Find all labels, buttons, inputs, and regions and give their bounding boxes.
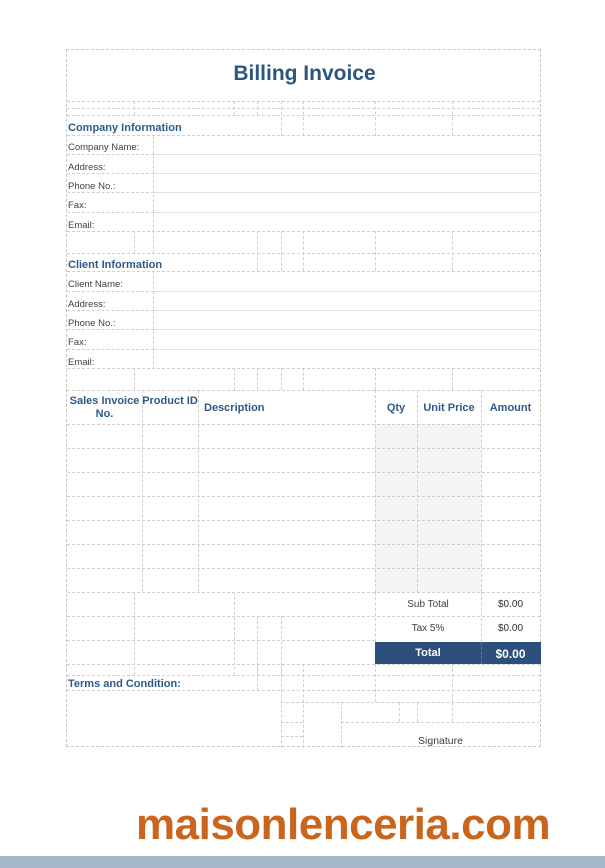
company-address-field[interactable] (154, 173, 540, 174)
client-phone-field[interactable] (154, 329, 540, 330)
col-header-qty: Qty (386, 402, 406, 414)
cell-divider (375, 101, 376, 136)
company-fax-field[interactable] (154, 212, 540, 213)
tax-label: Tax 5% (411, 623, 445, 634)
bottom-band (0, 856, 605, 868)
cell-divider (281, 101, 282, 136)
client-name-field[interactable] (154, 291, 540, 292)
client-phone-label: Phone No.: (68, 318, 116, 329)
cell-divider (452, 231, 453, 271)
company-name-field[interactable] (154, 154, 540, 155)
col-header-description: Description (204, 402, 265, 414)
cell-divider (375, 368, 376, 390)
row-divider (67, 329, 154, 330)
table-row[interactable] (67, 520, 540, 521)
col-divider (375, 390, 376, 592)
qty-unitprice-shading (375, 424, 481, 592)
table-row[interactable] (67, 448, 540, 449)
row-divider (67, 253, 540, 254)
table-bottom (67, 592, 540, 593)
client-name-label: Client Name: (68, 279, 123, 290)
cell-divider (417, 702, 418, 722)
company-phone-field[interactable] (154, 192, 540, 193)
cell-divider (303, 231, 304, 271)
subtotal-value: $0.00 (497, 599, 524, 610)
cell-divider (257, 101, 258, 115)
cell-divider (375, 664, 376, 702)
cell-divider (452, 664, 453, 702)
terms-text-area[interactable] (67, 691, 281, 748)
cell-divider (134, 101, 135, 115)
cell-divider (452, 702, 453, 722)
cell-divider (234, 101, 235, 115)
row-divider (67, 212, 154, 213)
signature-label: Signature (418, 735, 463, 747)
row-divider (341, 722, 540, 723)
page-title: Billing Invoice (233, 62, 376, 85)
row-divider (67, 640, 375, 641)
client-email-label: Email: (68, 357, 95, 368)
row-divider (281, 722, 303, 723)
row-divider (67, 271, 540, 272)
client-address-label: Address: (68, 299, 106, 310)
client-address-field[interactable] (154, 310, 540, 311)
cell-divider (234, 368, 235, 390)
row-divider (67, 115, 540, 116)
col-divider (417, 390, 418, 592)
row-divider (67, 135, 540, 136)
row-divider (67, 192, 154, 193)
cell-divider (134, 231, 135, 253)
col-divider (481, 390, 482, 592)
cell-divider (281, 368, 282, 390)
company-phone-label: Phone No.: (68, 181, 116, 192)
watermark-logo: maisonlenceria.com (136, 800, 551, 849)
row-divider (281, 736, 303, 737)
row-divider (67, 349, 154, 350)
row-divider (67, 154, 154, 155)
cell-divider (303, 368, 304, 390)
terms-heading: Terms and Condition: (68, 678, 181, 690)
col-header-amount: Amount (489, 402, 532, 414)
total-divider (481, 642, 482, 664)
company-fax-label: Fax: (68, 200, 87, 211)
cell-divider (134, 592, 135, 675)
table-row[interactable] (67, 472, 540, 473)
cell-divider (303, 664, 304, 748)
company-section-heading: Company Information (68, 122, 182, 134)
cell-divider (234, 592, 235, 675)
row-divider (281, 702, 540, 703)
client-label-divider (153, 271, 154, 369)
cell-divider (452, 101, 453, 136)
company-email-label: Email: (68, 220, 95, 231)
row-divider (67, 616, 540, 617)
company-name-label: Company Name: (68, 142, 140, 153)
row-divider (67, 310, 154, 311)
cell-divider (452, 368, 453, 390)
subtotal-label: Sub Total (407, 599, 449, 610)
col-header-product-id: Product ID (142, 395, 198, 407)
invoice-sheet (66, 49, 541, 747)
table-row[interactable] (67, 496, 540, 497)
col-header-sales-invoice: Sales Invoice No. (69, 395, 140, 420)
table-header-bottom (67, 424, 540, 425)
total-value: $0.00 (495, 647, 526, 661)
client-section-heading: Client Information (68, 259, 163, 271)
cell-divider (134, 368, 135, 390)
cell-divider (375, 231, 376, 271)
row-divider (67, 390, 540, 391)
cell-divider (257, 368, 258, 390)
table-row[interactable] (67, 568, 540, 569)
company-address-label: Address: (68, 162, 106, 173)
col-header-unit-price: Unit Price (423, 402, 475, 414)
cell-divider (257, 664, 258, 691)
cell-divider (153, 231, 154, 253)
cell-divider (257, 231, 258, 271)
client-fax-field[interactable] (154, 349, 540, 350)
col-divider (198, 390, 199, 592)
cell-divider (281, 231, 282, 271)
tax-value: $0.00 (497, 623, 524, 634)
col-divider (142, 390, 143, 592)
row-divider (67, 291, 154, 292)
cell-divider (399, 702, 400, 722)
row-divider (67, 173, 154, 174)
cell-divider (303, 101, 304, 136)
client-fax-label: Fax: (68, 337, 87, 348)
company-label-divider (153, 136, 154, 232)
table-row[interactable] (67, 544, 540, 545)
total-label: Total (415, 647, 441, 659)
